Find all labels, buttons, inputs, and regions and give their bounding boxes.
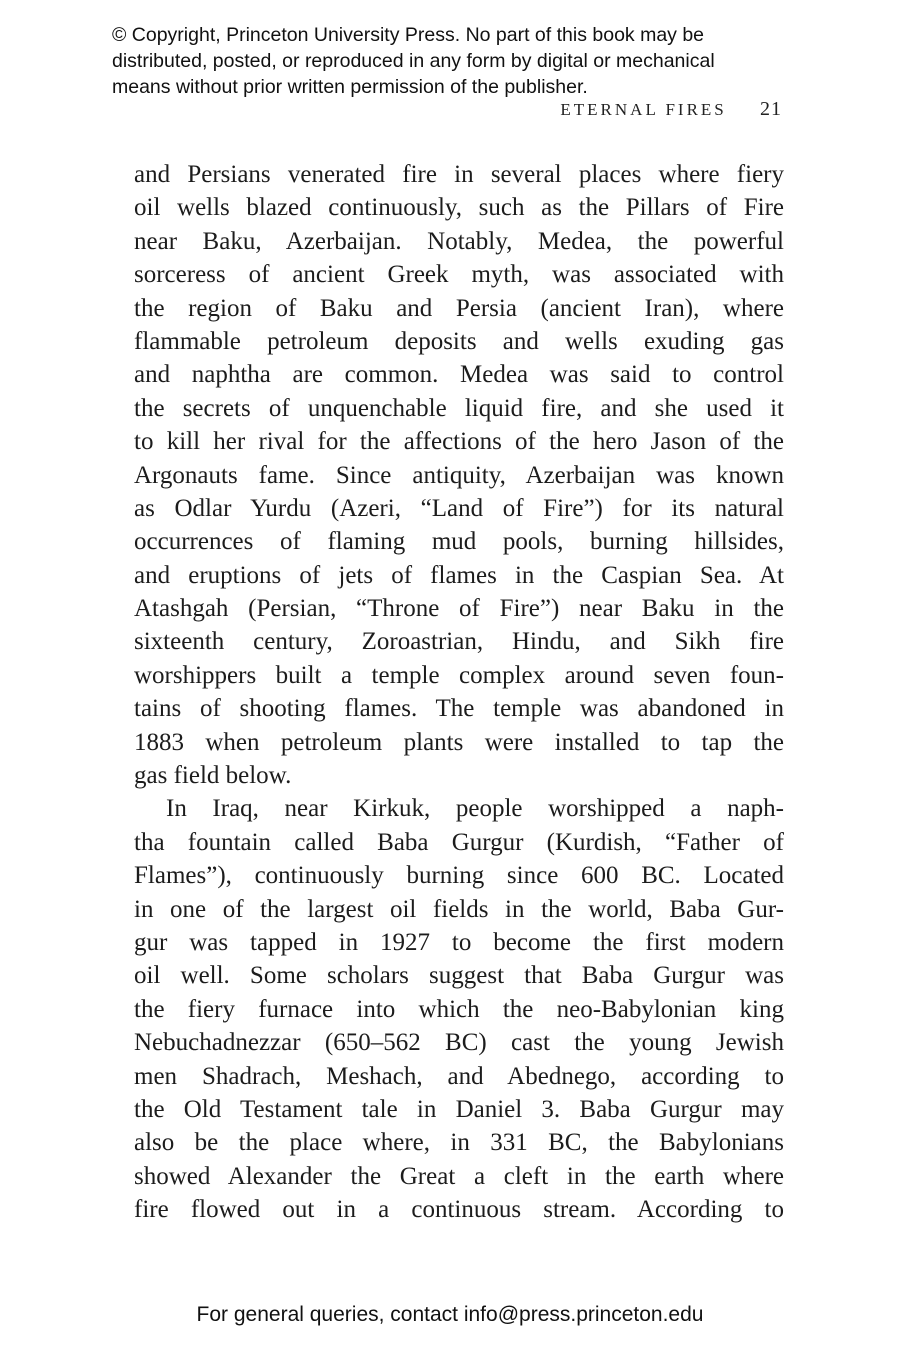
text-line: the Old Testament tale in Daniel 3. Baba Gurgur may xyxy=(134,1095,784,1123)
copyright-line: means without prior written permission of the publisher. xyxy=(112,76,588,98)
text-line: oil wells blazed continuously, such as the Pillars of Fire xyxy=(134,194,784,222)
text-line: fire flowed out in a continuous stream. According to xyxy=(134,1196,784,1224)
text-line: gas field below. xyxy=(134,762,292,790)
text-line: sixteenth century, Zoroastrian, Hindu, and Sikh fire xyxy=(134,628,784,656)
text-line: showed Alexander the Great a cleft in the earth where xyxy=(134,1162,784,1190)
text-line: flammable petroleum deposits and wells exuding gas xyxy=(134,327,784,355)
running-head xyxy=(560,98,782,121)
body-text xyxy=(134,158,784,1227)
text-line: Flames”), continuously burning since 600 BC. Located xyxy=(134,862,784,890)
text-line: to kill her rival for the affections of the hero Jason of the xyxy=(134,428,784,456)
text-line: tains of shooting flames. The temple was abandoned in xyxy=(134,695,784,723)
text-line: and Persians venerated fire in several places where fiery xyxy=(134,161,784,188)
text-line: the region of Baku and Persia (ancient Iran), where xyxy=(134,294,784,322)
copyright-notice xyxy=(112,22,812,100)
text-line: the secrets of unquenchable liquid fire, and she used it xyxy=(134,394,784,422)
text-line: occurrences of flaming mud pools, burning hillsides, xyxy=(134,528,784,556)
text-line: Nebuchadnezzar (650–562 BC) cast the young Jewish xyxy=(134,1029,784,1057)
text-line: tha fountain called Baba Gurgur (Kurdish, “Father of xyxy=(134,828,784,856)
text-line: in one of the largest oil fields in the world, Baba Gur- xyxy=(134,895,784,923)
text-line: as Odlar Yurdu (Azeri, “Land of Fire”) for its natural xyxy=(134,494,784,522)
page-number: 21 xyxy=(760,98,782,120)
text-line: and eruptions of jets of flames in the Caspian Sea. At xyxy=(134,561,784,589)
text-line: near Baku, Azerbaijan. Notably, Medea, the powerful xyxy=(134,227,784,255)
text-line: Atashgah (Persian, “Throne of Fire”) near Baku in the xyxy=(134,595,784,623)
footer-contact: For general queries, contact info@press.princeton.edu xyxy=(196,1303,704,1326)
text-line: the fiery furnace into which the neo-Babylonian king xyxy=(134,995,784,1023)
text-line: worshippers built a temple complex around seven foun- xyxy=(134,661,784,689)
copyright-line: © Copyright, Princeton University Press. No part of this book may be xyxy=(112,24,705,46)
text-line: men Shadrach, Meshach, and Abednego, according to xyxy=(134,1062,784,1090)
text-line: Argonauts fame. Since antiquity, Azerbaijan was known xyxy=(134,461,784,489)
paragraph-first-line: In Iraq, near Kirkuk, people worshipped a naph- xyxy=(166,795,784,823)
text-line: also be the place where, in 331 BC, the Babylonians xyxy=(134,1129,784,1157)
text-line: sorceress of ancient Greek myth, was associated with xyxy=(134,261,784,289)
running-head-title: ETERNAL FIRES xyxy=(560,100,727,119)
text-line: gur was tapped in 1927 to become the first modern xyxy=(134,928,784,956)
text-line: and naphtha are common. Medea was said to control xyxy=(134,361,784,389)
copyright-line: distributed, posted, or reproduced in any form by digital or mechanical xyxy=(112,50,715,72)
text-line: 1883 when petroleum plants were installed to tap the xyxy=(134,728,784,756)
text-line: oil well. Some scholars suggest that Baba Gurgur was xyxy=(134,962,784,990)
